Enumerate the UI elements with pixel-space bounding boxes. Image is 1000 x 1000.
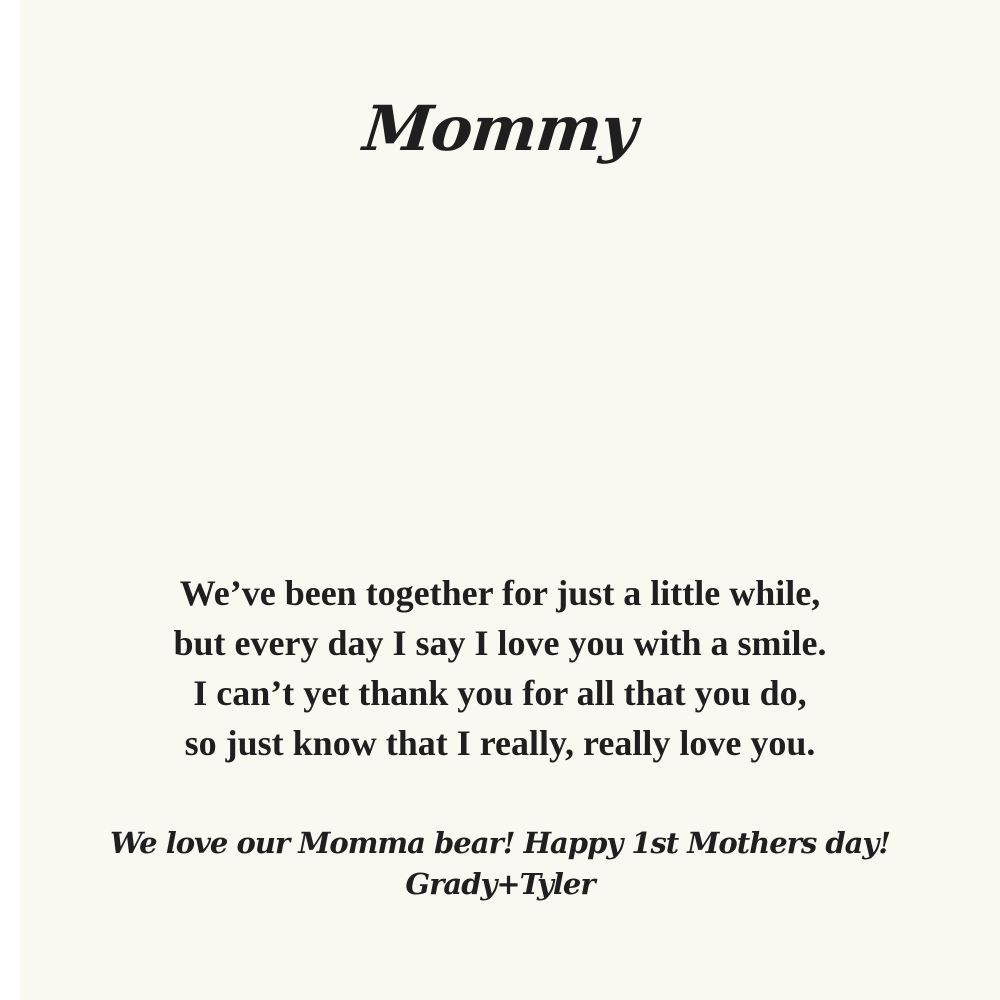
poem-line: We’ve been together for just a little while, [179,573,821,613]
poem-line: but every day I say I love you with a smile. [173,623,827,663]
dedication [20,823,980,905]
poem-line: I can’t yet thank you for all that you do, [193,673,807,713]
card-title: Mommy [360,92,640,165]
signature: Grady+Tyler [405,867,595,901]
dedication-message: We love our Momma bear! Happy 1st Mothers day! [109,826,891,860]
poem-line: so just know that I really, really love you. [184,723,816,763]
poem [20,568,980,768]
card-page [20,0,1000,1000]
